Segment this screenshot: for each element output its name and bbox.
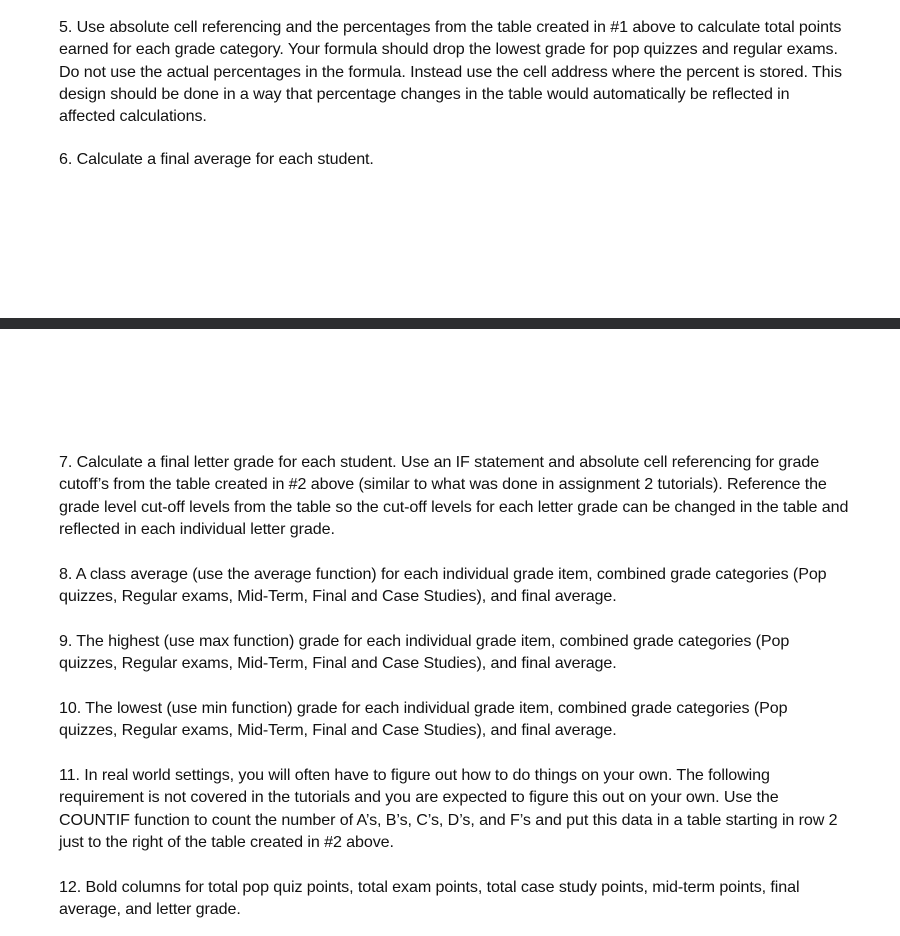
instruction-item-6: 6. Calculate a final average for each student. [59,150,374,169]
instruction-item-8: 8. A class average (use the average function) for each individual grade item, combined grade categories (Pop quizzes, Regular exams, Mid-Term, Final and Case Studies), and final average. [59,564,827,605]
instruction-item-11: 11. In real world settings, you will often have to figure out how to do things on your own. The following requirement is not covered in the tutorials and you are expected to figure this out on your own. Use the COUNTIF function to count the number of A’s, B’s, C’s, D’s, and F’s and put this data in a table starting in row 2 just to the right of the table created in #2 above. [59,765,838,851]
document-page-top [59,16,849,171]
page-separator [0,318,900,329]
instruction-item-7: 7. Calculate a final letter grade for each student. Use an IF statement and absolute cell referencing for grade cutoff’s from the table created in #2 above (similar to what was done in assignment 2 tutorials). Reference the grade level cut-off levels from the table so the cut-off levels for each letter grade can be changed in the table and reflected in each individual letter grade. [59,453,849,538]
instruction-item-12: 12. Bold columns for total pop quiz points, total exam points, total case study points, mid-term points, final average, and letter grade. [59,877,800,918]
instruction-item-10: 10. The lowest (use min function) grade for each individual grade item, combined grade categories (Pop quizzes, Regular exams, Mid-Term, Final and Case Studies), and final average. [59,698,788,740]
document-page-bottom [59,451,849,920]
instruction-item-5: 5. Use absolute cell referencing and the percentages from the table created in #1 above to calculate total points earned for each grade category. Your formula should drop the lowest grade for pop quizzes and regular exams. Do not use the actual percentages in the formula. Instead use the cell address where the percent is stored. This design should be done in a way that percentage changes in the table would automatically be reflected in affected calculations. [59,18,842,126]
instruction-item-9: 9. The highest (use max function) grade for each individual grade item, combined grade categories (Pop quizzes, Regular exams, Mid-Term, Final and Case Studies), and final average. [59,631,790,673]
